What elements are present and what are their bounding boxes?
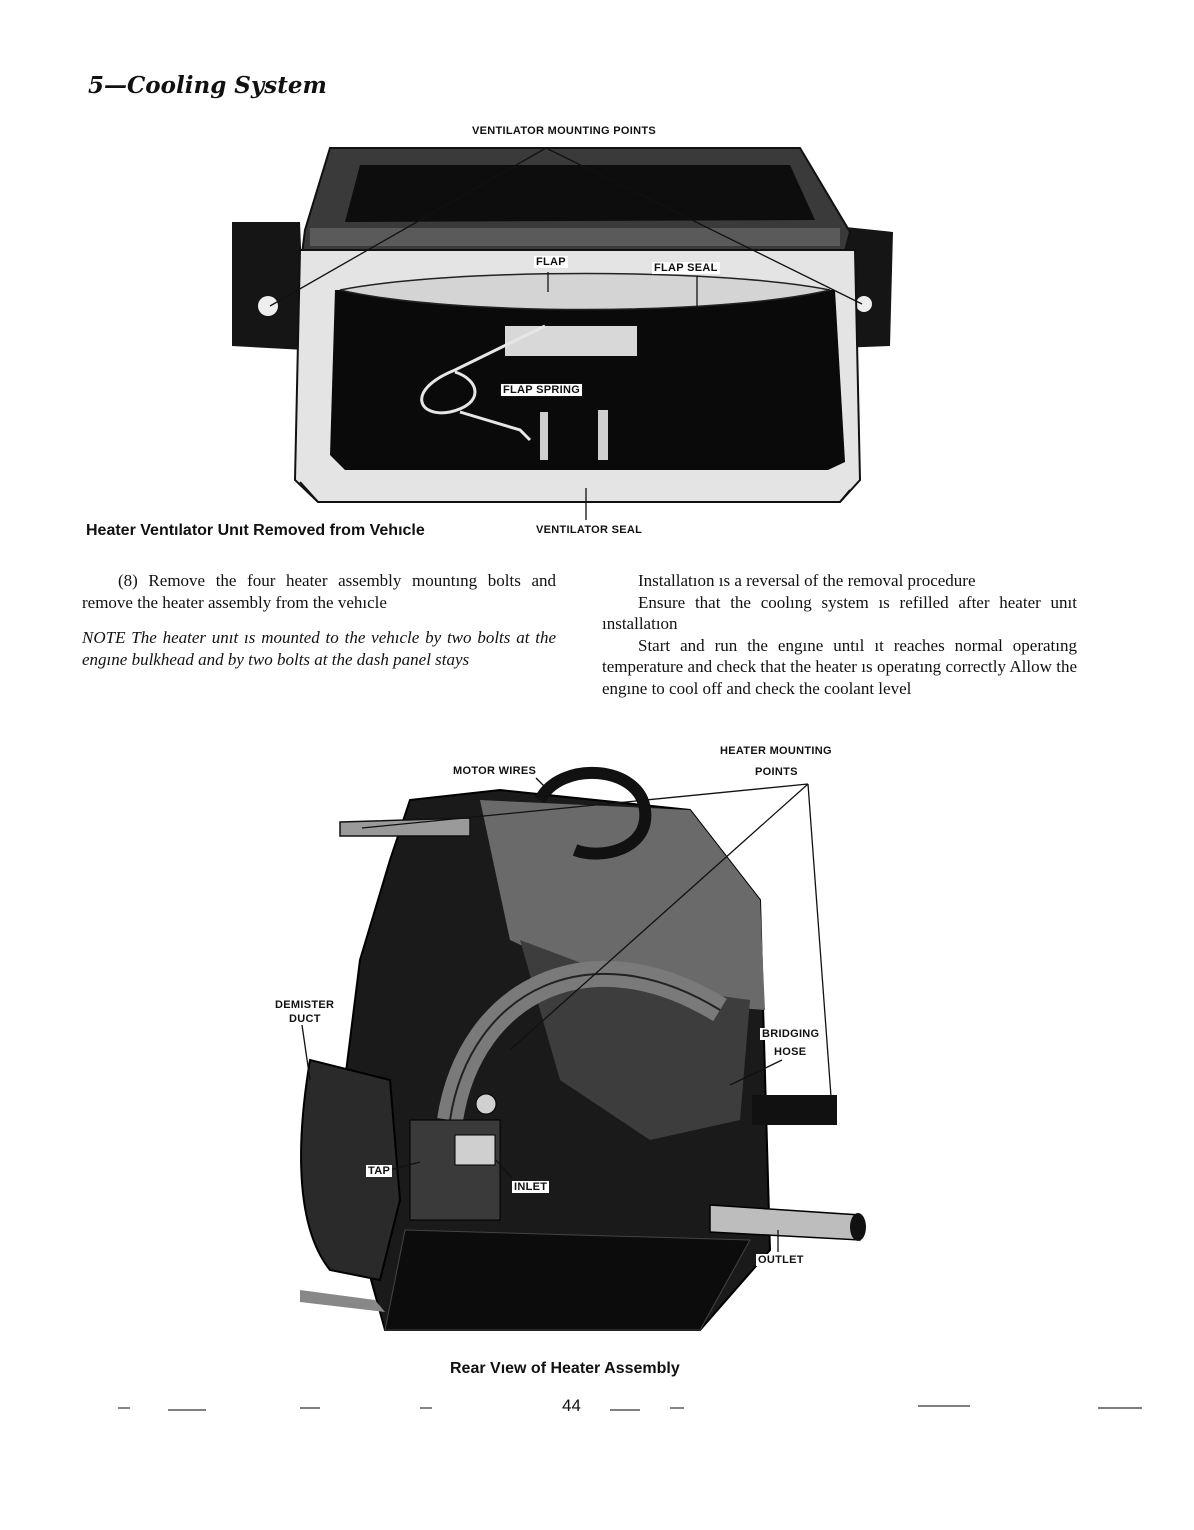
figure2-caption: Rear Vıew of Heater Assembly	[450, 1360, 680, 1377]
installation-paragraph: Installatıon ıs a reversal of the removal procedure	[638, 571, 976, 590]
label-flap: FLAP	[536, 256, 566, 268]
label-motor-wires: MOTOR WIRES	[453, 765, 537, 777]
label-heater-mounting-points: POINTS	[755, 766, 798, 778]
label-bridging: BRIDGING	[762, 1028, 820, 1040]
label-ventilator-seal: VENTILATOR SEAL	[536, 524, 643, 536]
note-paragraph: NOTE The heater unıt ıs mounted to the vehıcle by two bolts at the engıne bulkhead and by two bolts at the dash panel stays	[82, 628, 556, 669]
label-ventilator-mounting-points: VENTILATOR MOUNTING POINTS	[472, 125, 657, 137]
label-tap: TAP	[368, 1165, 391, 1177]
label-flap-spring: FLAP SPRING	[500, 383, 583, 397]
label-outlet: OUTLET	[758, 1254, 804, 1266]
label-duct: DUCT	[289, 1013, 321, 1025]
step-8-paragraph: (8) Remove the four heater assembly mountıng bolts and remove the heater assembly from the vehıcle	[82, 571, 556, 612]
label-demister: DEMISTER	[275, 999, 335, 1011]
refill-paragraph: Ensure that the coolıng system ıs refilled after heater unıt ınstallatıon	[602, 592, 1077, 633]
label-flap-seal: FLAP SEAL	[654, 262, 718, 274]
figure1-caption: Heater Ventılator Unıt Removed from Vehıcle	[86, 522, 425, 539]
label-hose: HOSE	[774, 1046, 807, 1058]
section-title: 5—Cooling System	[88, 72, 327, 99]
label-heater-mounting: HEATER MOUNTING	[720, 745, 832, 757]
label-inlet: INLET	[514, 1181, 548, 1193]
page-number: 44	[562, 1396, 581, 1415]
run-engine-paragraph: Start and run the engıne untıl ıt reaches normal operatıng temperature and check that the heater ıs operatıng correctly Allow the engıne to cool off and check the coolant level	[602, 635, 1077, 698]
